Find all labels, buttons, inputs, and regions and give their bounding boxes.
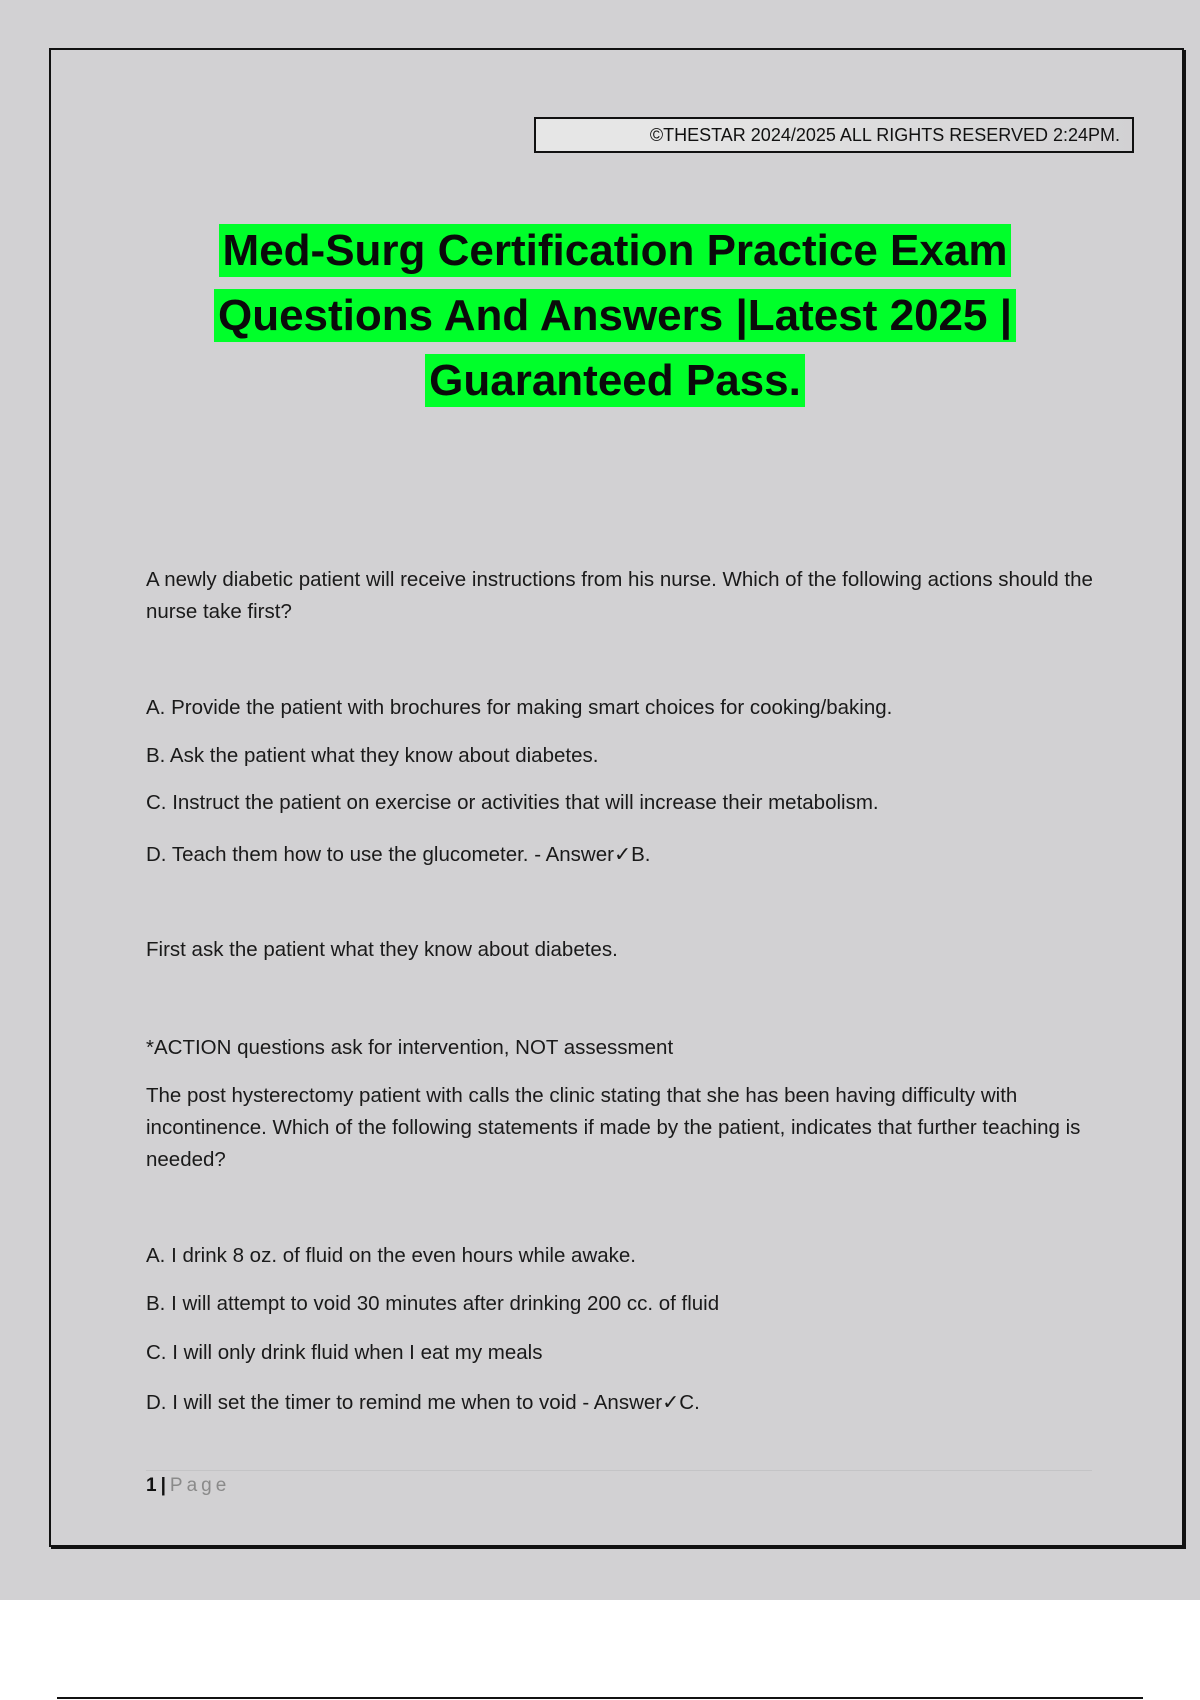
question-1-option-a: A. Provide the patient with brochures for making smart choices for cooking/baking. bbox=[146, 696, 893, 719]
page-label: Page bbox=[169, 1475, 231, 1496]
copyright-notice: ©THESTAR 2024/2025 ALL RIGHTS RESERVED 2:24PM. bbox=[534, 117, 1134, 153]
next-page-top-rule bbox=[57, 1697, 1143, 1699]
question-2-option-c: C. I will only drink fluid when I eat my meals bbox=[146, 1341, 543, 1364]
question-2-stem: The post hysterectomy patient with calls the clinic stating that she has been having difficulty with incontinence. Which of the following statements if made by the patient, indicates that further teaching is needed? bbox=[146, 1084, 1081, 1171]
question-2-option-a: A. I drink 8 oz. of fluid on the even hours while awake. bbox=[146, 1244, 636, 1267]
question-1-option-b: B. Ask the patient what they know about diabetes. bbox=[146, 744, 599, 767]
footer-divider bbox=[146, 1470, 1092, 1471]
question-1-option-c: C. Instruct the patient on exercise or activities that will increase their metabolism. bbox=[146, 791, 879, 814]
page-separator: | bbox=[160, 1475, 166, 1496]
question-1-stem: A newly diabetic patient will receive instructions from his nurse. Which of the following actions should the nurse take first? bbox=[146, 568, 1093, 623]
page-footer bbox=[146, 1472, 230, 1500]
question-2-option-b: B. I will attempt to void 30 minutes after drinking 200 cc. of fluid bbox=[146, 1292, 720, 1315]
title-line-1: Med-Surg Certification Practice Exam bbox=[219, 224, 1012, 277]
question-1-option-d-answer: D. Teach them how to use the glucometer. - Answer✓B. bbox=[146, 843, 651, 866]
title-line-3: Guaranteed Pass. bbox=[425, 354, 805, 407]
question-1-rationale: First ask the patient what they know about diabetes. bbox=[146, 938, 618, 961]
title-line-2: Questions And Answers |Latest 2025 | bbox=[214, 289, 1016, 342]
page-number: 1 bbox=[146, 1475, 157, 1496]
question-1-note: *ACTION questions ask for intervention, NOT assessment bbox=[146, 1036, 674, 1059]
document-title bbox=[150, 218, 1080, 413]
question-2-option-d-answer: D. I will set the timer to remind me when to void - Answer✓C. bbox=[146, 1391, 700, 1414]
